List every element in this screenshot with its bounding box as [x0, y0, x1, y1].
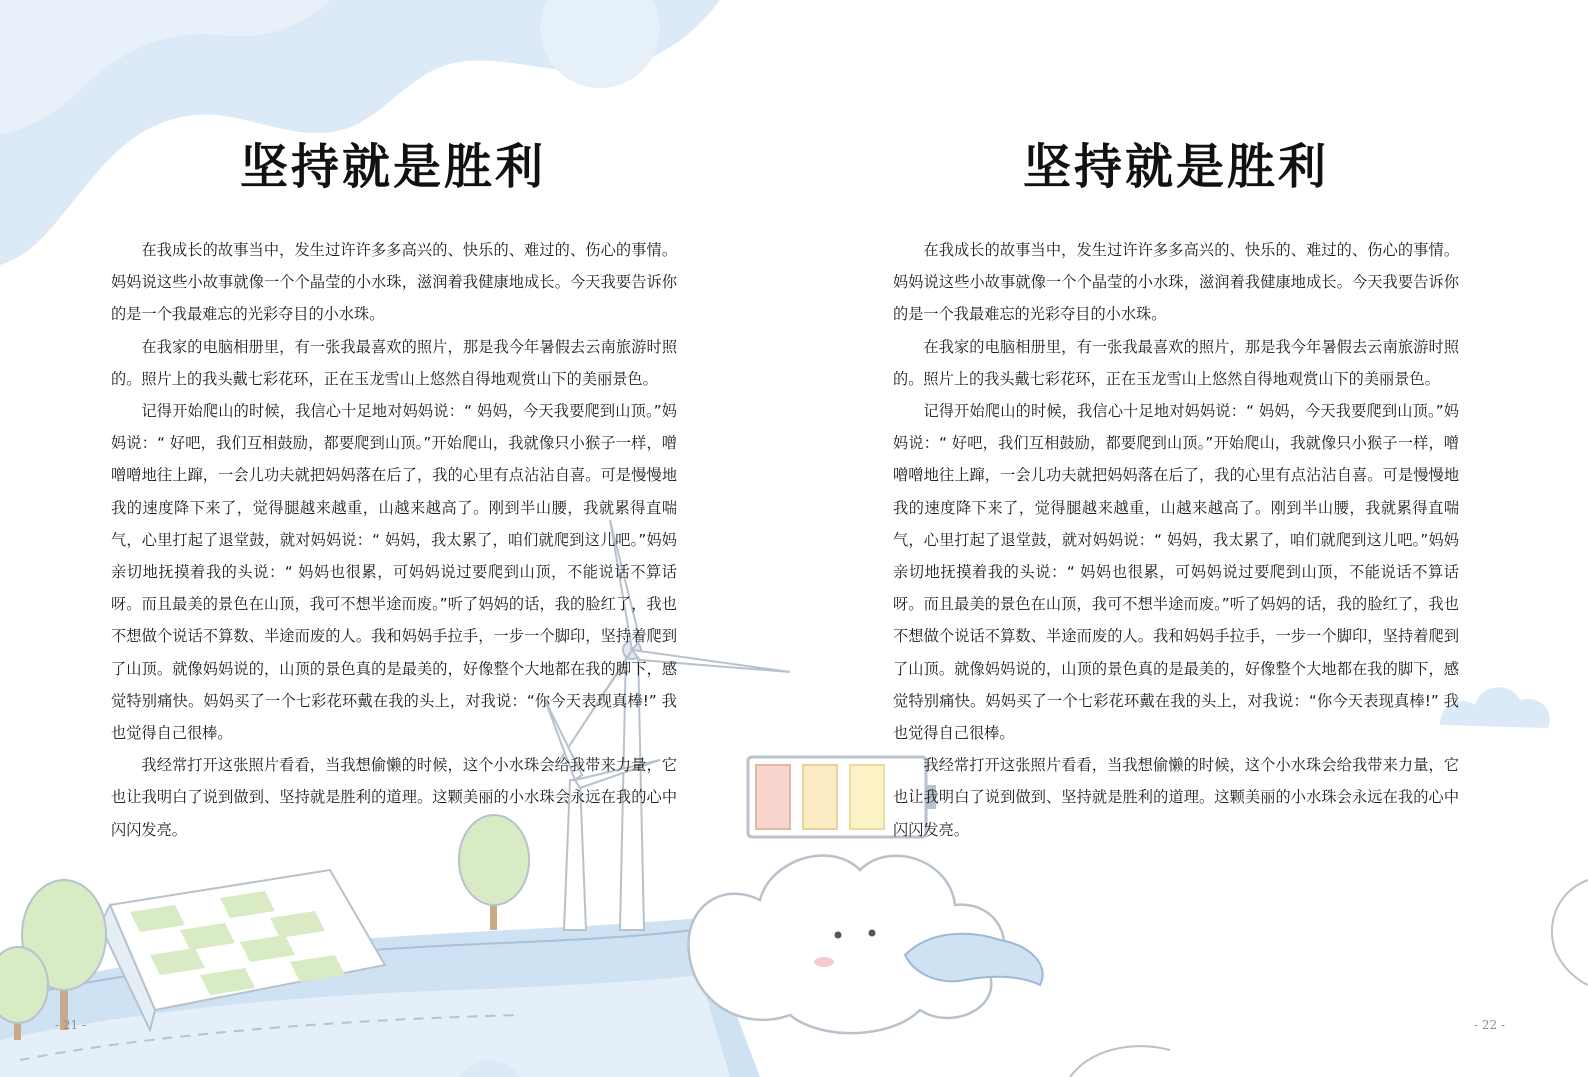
page-number: - 22 -	[1474, 1018, 1506, 1032]
article-body	[111, 234, 677, 846]
paragraph: 在我家的电脑相册里，有一张我最喜欢的照片，那是我今年暑假去云南旅游时照的。照片上的我头戴七彩花环，正在玉龙雪山上悠然自得地观赏山下的美丽景色。	[893, 337, 1459, 388]
page-title: 坚持就是胜利	[1022, 139, 1329, 195]
paragraph: 在我家的电脑相册里，有一张我最喜欢的照片，那是我今年暑假去云南旅游时照的。照片上的我头戴七彩花环，正在玉龙雪山上悠然自得地观赏山下的美丽景色。	[111, 337, 677, 388]
article-body	[893, 234, 1459, 846]
paragraph: 记得开始爬山的时候，我信心十足地对妈妈说：“ 妈妈，今天我要爬到山顶。”妈妈说：“ 好吧，我们互相鼓励，都要爬到山顶。”开始爬山，我就像只小猴子一样，噌噌噌地往上蹿，一会儿功夫就把妈妈落在后了，我的心里有点沾沾自喜。可是慢慢地我的速度降下来了，觉得腿越来越重，山越来越高了。刚到半山腰，我就累得直喘气，心里打起了退堂鼓，就对妈妈说：“ 妈妈，我太累了，咱们就爬到这儿吧。”妈妈亲切地抚摸着我的头说：“ 妈妈也很累，可妈妈说过要爬到山顶，不能说话不算话呀。而且最美的景色在山顶，我可不想半途而废。”听了妈妈的话，我的脸红了，我也不想做个说话不算数、半途而废的人。我和妈妈手拉手，一步一个脚印，坚持着爬到了山顶。就像妈妈说的，山顶的景色真的是最美的，好像整个大地都在我的脚下，感觉特别痛快。妈妈买了一个七彩花环戴在我的头上，对我说：“你今天表现真棒!” 我也觉得自己很棒。	[111, 402, 677, 743]
page-number: - 21 -	[55, 1018, 87, 1032]
paragraph: 我经常打开这张照片看看，当我想偷懒的时候，这个小水珠会给我带来力量，它也让我明白了说到做到、坚持就是胜利的道理。这颗美丽的小水珠会永远在我的心中闪闪发亮。	[893, 756, 1459, 839]
paragraph: 我经常打开这张照片看看，当我想偷懒的时候，这个小水珠会给我带来力量，它也让我明白了说到做到、坚持就是胜利的道理。这颗美丽的小水珠会永远在我的心中闪闪发亮。	[111, 756, 677, 839]
paragraph: 在我成长的故事当中，发生过许许多多高兴的、快乐的、难过的、伤心的事情。妈妈说这些小故事就像一个个晶莹的小水珠，滋润着我健康地成长。今天我要告诉你的是一个我最难忘的光彩夺目的小水珠。	[111, 241, 677, 324]
paragraph: 记得开始爬山的时候，我信心十足地对妈妈说：“ 妈妈，今天我要爬到山顶。”妈妈说：“ 好吧，我们互相鼓励，都要爬到山顶。”开始爬山，我就像只小猴子一样，噌噌噌地往上蹿，一会儿功夫就把妈妈落在后了，我的心里有点沾沾自喜。可是慢慢地我的速度降下来了，觉得腿越来越重，山越来越高了。刚到半山腰，我就累得直喘气，心里打起了退堂鼓，就对妈妈说：“ 妈妈，我太累了，咱们就爬到这儿吧。”妈妈亲切地抚摸着我的头说：“ 妈妈也很累，可妈妈说过要爬到山顶，不能说话不算话呀。而且最美的景色在山顶，我可不想半途而废。”听了妈妈的话，我的脸红了，我也不想做个说话不算数、半途而废的人。我和妈妈手拉手，一步一个脚印，坚持着爬到了山顶。就像妈妈说的，山顶的景色真的是最美的，好像整个大地都在我的脚下，感觉特别痛快。妈妈买了一个七彩花环戴在我的头上，对我说：“你今天表现真棒!” 我也觉得自己很棒。	[893, 402, 1459, 743]
page-title: 坚持就是胜利	[239, 139, 546, 195]
paragraph: 在我成长的故事当中，发生过许许多多高兴的、快乐的、难过的、伤心的事情。妈妈说这些小故事就像一个个晶莹的小水珠，滋润着我健康地成长。今天我要告诉你的是一个我最难忘的光彩夺目的小水珠。	[893, 241, 1459, 324]
cloud-icon	[688, 856, 1042, 1034]
